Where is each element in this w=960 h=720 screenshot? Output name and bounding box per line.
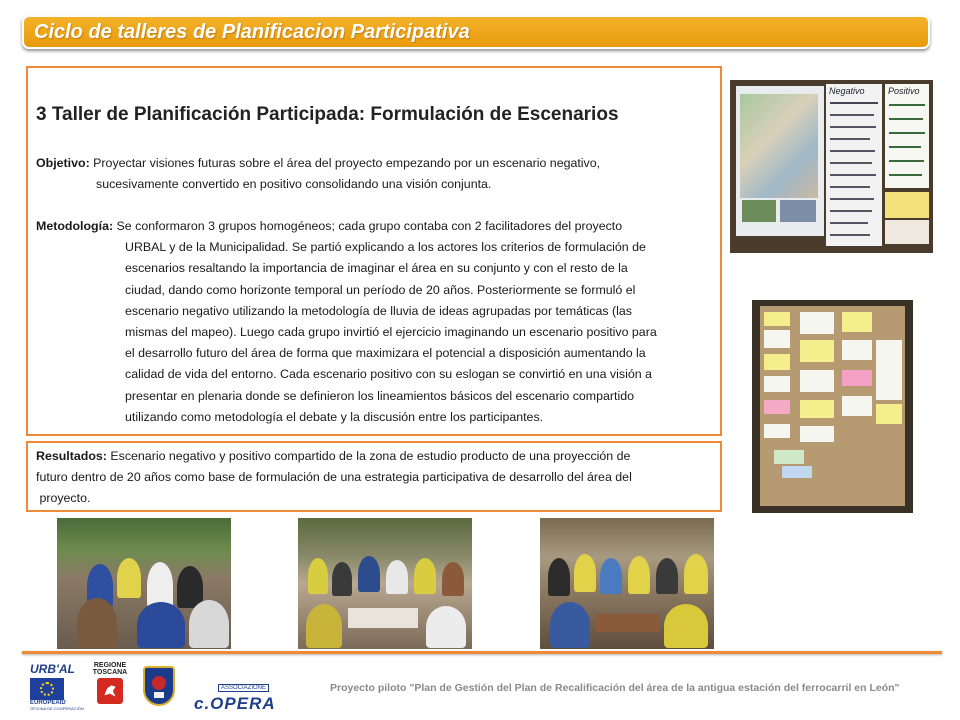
opera-text: c.OPERA [194, 694, 276, 713]
urbal-europeaid-logo [30, 662, 84, 712]
board-heading-negative: Negativo [829, 86, 865, 96]
regione-toscana-logo [88, 662, 132, 714]
section-heading: 3 Taller de Planificación Participada: Formulación de Escenarios [36, 104, 619, 125]
page-title: Ciclo de talleres de Planificacion Participativa [34, 21, 470, 43]
board-heading-positive: Positivo [888, 86, 920, 96]
results-paragraph [36, 446, 632, 510]
results-line: proyecto. [36, 491, 91, 506]
results-label: Resultados: [36, 449, 107, 463]
europeaid-text: EUROPEAID [30, 700, 66, 706]
title-bar [22, 15, 930, 49]
cork-board-photo [752, 300, 913, 513]
workshop-photo-2 [298, 518, 472, 649]
workshop-photo-3 [540, 518, 714, 649]
methodology-line: escenarios resaltando la importancia de imaginar el área en su conjunto y con el resto de la [125, 261, 628, 276]
toscana-text: TOSCANA [92, 669, 128, 676]
methodology-line: URBAL y de la Municipalidad. Se partió explicando a los actores los criterios de formulación de [125, 240, 646, 255]
workshop-photo-1 [57, 518, 231, 649]
objective-paragraph [36, 153, 600, 195]
methodology-paragraph [36, 216, 657, 428]
methodology-line: presentar en plenaria donde se definieron los lineamientos básicos del escenario compartido [125, 388, 635, 403]
footer-prefix: Proyecto piloto [330, 682, 410, 694]
associazione-text: ASSOCIAZIONE [218, 684, 269, 692]
methodology-line: Se conformaron 3 grupos homogéneos; cada grupo contaba con 2 facilitadores del proyecto [116, 219, 623, 233]
objective-line: sucesivamente convertido en positivo consolidando una visión conjunta. [96, 177, 492, 192]
footer-caption [330, 682, 900, 694]
associazione-opera-logo [192, 685, 282, 714]
methodology-line: calidad de vida del entorno. Cada escenario positivo con su eslogan se convirtió en una visión a [125, 367, 652, 382]
city-shield-logo [143, 666, 179, 710]
methodology-line: el desarrollo futuro del área de forma que maximizara el potencial a disposición aumentando la [125, 346, 646, 361]
methodology-line: escenario negativo utilizando la metodología de lluvia de ideas agrupadas por temáticas (las [125, 303, 632, 318]
regione-text: REGIONE [93, 662, 127, 669]
objective-label: Objetivo: [36, 156, 90, 170]
methodology-line: ciudad, dando como horizonte temporal un período de 20 años. Posteriormente se formuló el [125, 282, 636, 297]
footer-divider [22, 651, 942, 654]
methodology-line: utilizando como metodología el debate y la discusión entre los participantes. [125, 409, 544, 424]
results-line: futuro dentro de 20 años como base de formulación de una estrategia participativa de desarrollo del área del [36, 470, 632, 485]
results-line: Escenario negativo y positivo compartido de la zona de estudio producto de una proyección de [110, 449, 631, 463]
scenario-board-photo [730, 80, 933, 253]
eu-flag-icon [30, 678, 64, 700]
footer-text: "Plan de Gestión del Plan de Recalificación del área de la antigua estación del ferrocarril en León" [409, 682, 900, 694]
pegasus-icon [97, 678, 123, 704]
objective-line: Proyectar visiones futuras sobre el área del proyecto empezando por un escenario negativo, [93, 156, 601, 170]
shield-icon [143, 666, 175, 706]
methodology-line: mismas del mapeo). Luego cada grupo invirtió el ejercicio imaginando un escenario positivo para [125, 325, 657, 340]
methodology-label: Metodología: [36, 219, 114, 233]
urbal-text: URB'AL [30, 662, 75, 676]
europeaid-sub-text: OFICINA DE COOPERACIÓN [30, 706, 84, 711]
